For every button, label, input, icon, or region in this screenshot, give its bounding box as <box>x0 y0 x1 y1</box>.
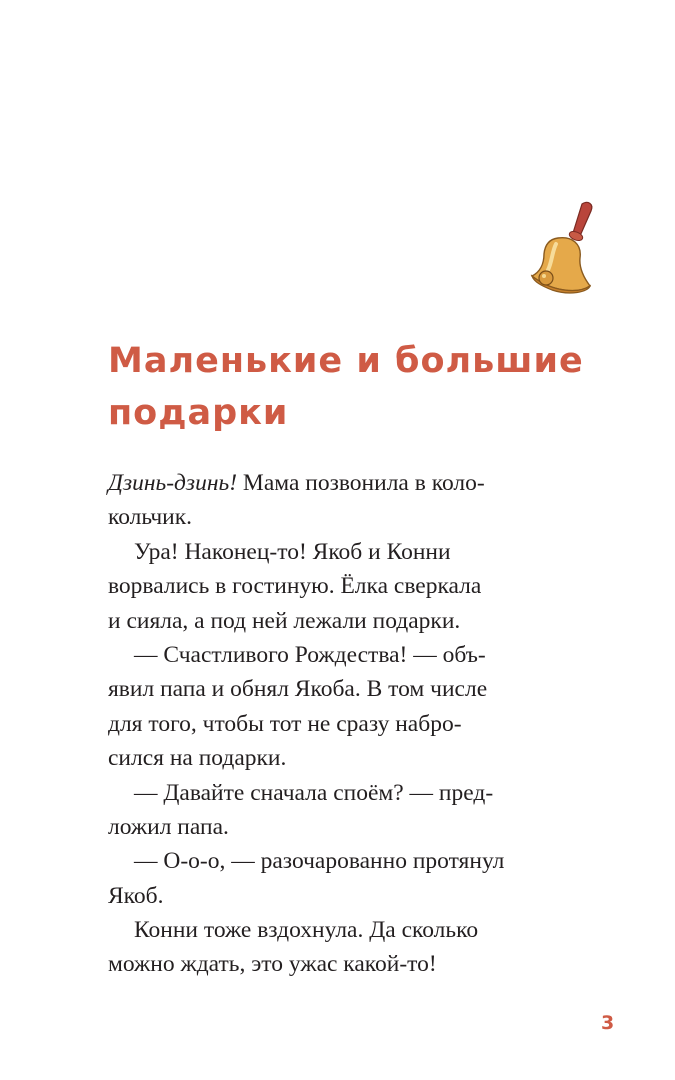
text-line: можно ждать, это ужас какой-то! <box>108 951 437 978</box>
bell-icon <box>518 196 608 306</box>
body-text <box>108 466 588 982</box>
chapter-title <box>108 335 628 439</box>
chapter-title-line: подарки <box>108 393 289 433</box>
text-line: — О-о-о, — разочарованно протянул <box>134 848 505 875</box>
text-line: — Давайте сначала споём? — пред- <box>134 779 494 806</box>
italic-exclamation: Дзинь-дзинь! <box>108 470 238 496</box>
text-line: Ура! Наконец-то! Якоб и Конни <box>134 538 451 565</box>
text-line: Конни тоже вздохнула. Да сколько <box>134 917 479 944</box>
page-number: 3 <box>601 1012 615 1034</box>
chapter-title-line: Маленькие и большие <box>108 341 584 381</box>
text-line: и сияла, а под ней лежали подарки. <box>108 607 461 634</box>
text-line: явил папа и обнял Якоба. В том числе <box>108 676 488 703</box>
text-line: Дзинь-дзинь! Мама позвонила в коло- <box>108 470 485 496</box>
text-line: кольчик. <box>108 504 193 531</box>
text-line: ложил папа. <box>108 813 229 840</box>
text-line: для того, чтобы тот не сразу набро- <box>108 710 462 737</box>
text-line: — Счастливого Рождества! — объ- <box>134 641 486 668</box>
text-line: сился на подарки. <box>108 745 287 772</box>
text-line: ворвались в гостиную. Ёлка сверкала <box>108 573 482 600</box>
text-line: Якоб. <box>108 882 164 909</box>
